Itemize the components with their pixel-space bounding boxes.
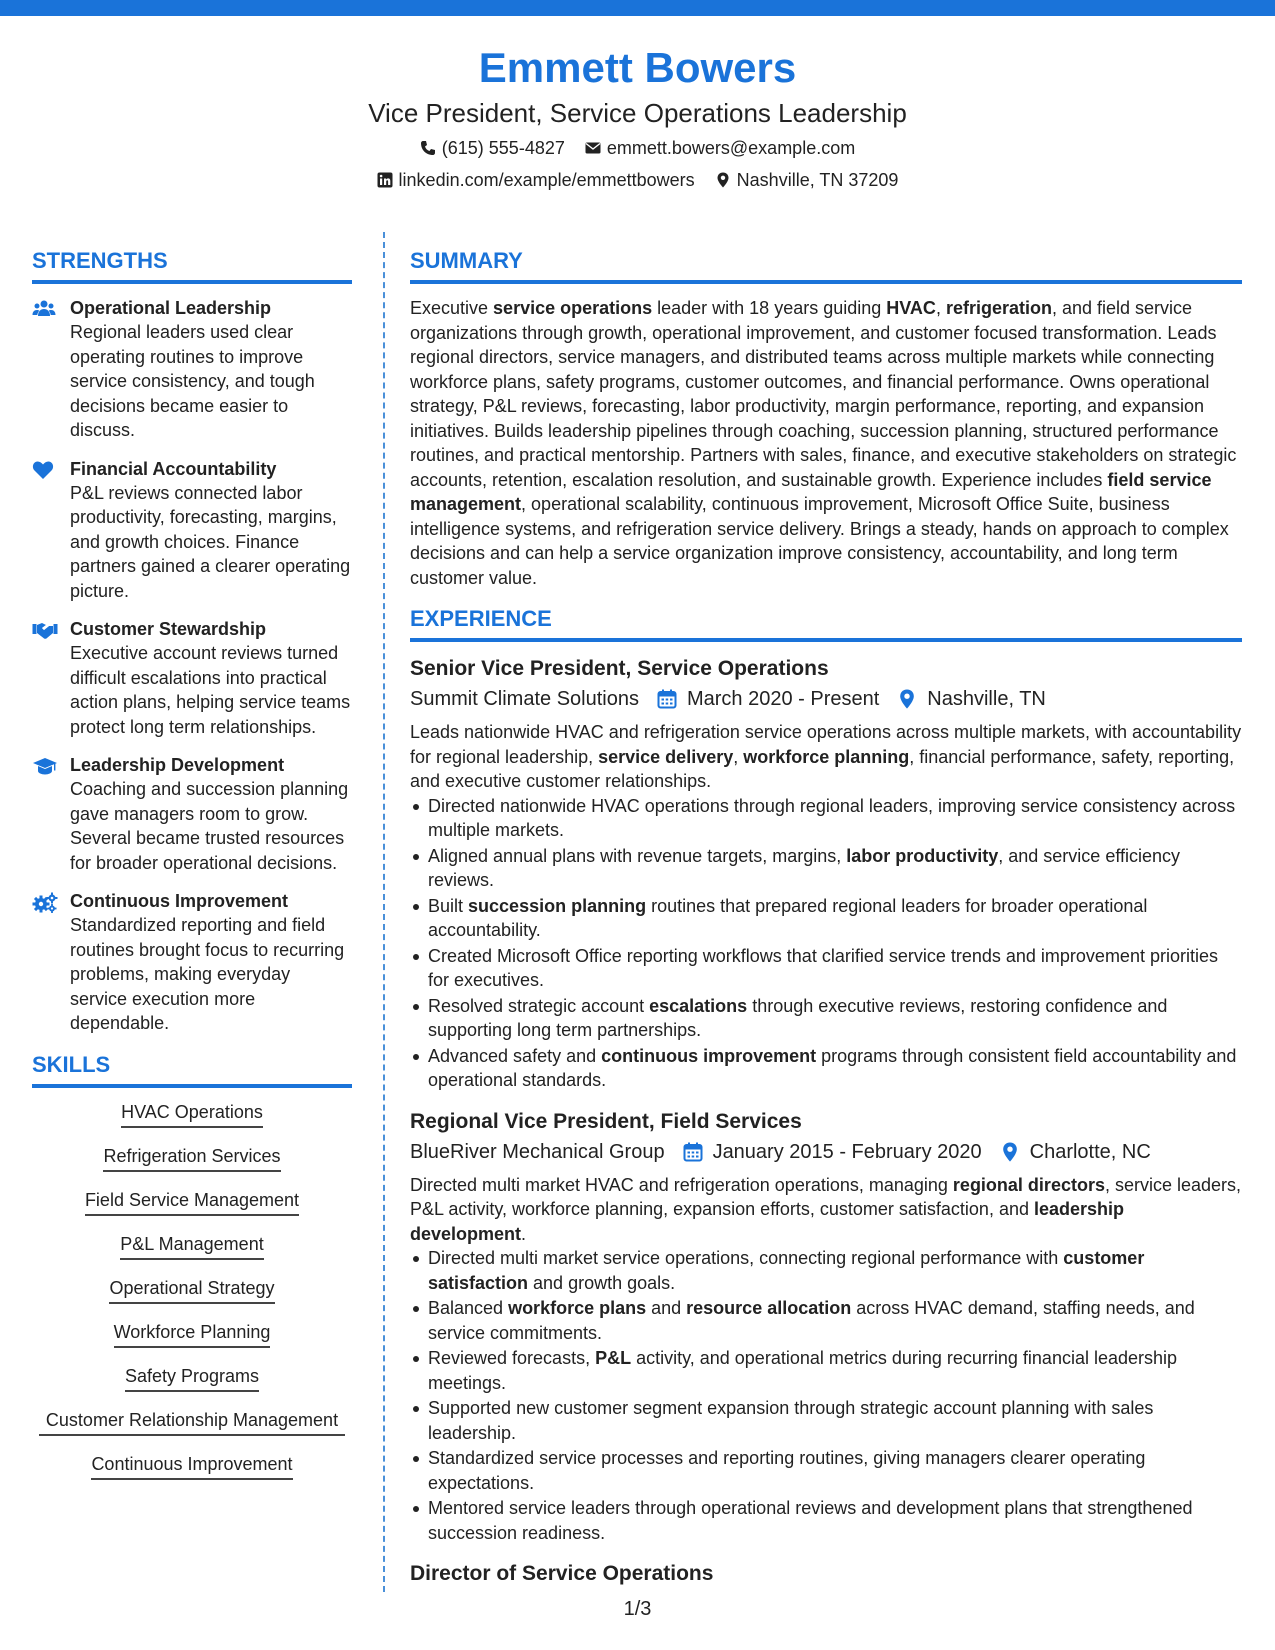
graduation-cap-icon (32, 753, 70, 875)
contact-row-1 (0, 134, 1275, 162)
summary-text: , operational scalability, continuous improvement, Microsoft Office Suite, business intelligence systems, and refrigeration service delivery. Brings a steady, hands on approach to complex decisions and can help a service organization improve consistency, accountability, and long term customer value. (410, 494, 1229, 588)
job-description-text: , financial performance, safety, reporting, and executive customer relationships. (410, 746, 1235, 791)
bullet-text: Created Microsoft Office reporting workflows that clarified service trends and improvement priorities for executives. (428, 945, 1218, 990)
job-dates: March 2020 - Present (686, 688, 880, 710)
strength-item (32, 889, 352, 1036)
skill-tag: P&L Management (120, 1232, 263, 1260)
email-text[interactable]: emmett.bowers@example.com (606, 138, 856, 158)
candidate-name: Emmett Bowers (478, 44, 797, 91)
bullet-text: , and service efficiency reviews. (428, 845, 1181, 890)
job-description-text: , (733, 746, 744, 767)
users-icon (32, 296, 70, 443)
job-bullet (410, 1446, 1242, 1495)
top-accent-bar (0, 0, 1275, 16)
envelope-icon (585, 140, 601, 156)
job-bullet (410, 1246, 1242, 1295)
map-pin-icon (897, 689, 917, 709)
bullet-text: Directed multi market service operations, connecting regional performance with (428, 1248, 1064, 1268)
job-bullet (410, 1346, 1242, 1395)
job-company: BlueRiver Mechanical Group (410, 1140, 665, 1163)
heart-icon (32, 457, 70, 604)
job-bullet (410, 944, 1242, 993)
bullet-keyword: escalations (649, 995, 748, 1016)
job-description-text: Directed multi market HVAC and refrigeration operations, managing (410, 1174, 953, 1195)
summary-keyword: field service management (410, 469, 1212, 514)
job-bullet (410, 1044, 1242, 1093)
linkedin-contact[interactable] (377, 166, 695, 194)
skill-tag: Workforce Planning (114, 1320, 271, 1348)
strength-body (70, 617, 352, 739)
strength-item (32, 617, 352, 739)
experience-heading: EXPERIENCE (410, 604, 1242, 642)
job-company: Summit Climate Solutions (410, 688, 639, 710)
strength-description: Coaching and succession planning gave managers room to grow. Several became trusted resources for broader operational decisions. (70, 779, 349, 873)
job-bullets (410, 1246, 1242, 1545)
skill-tag: Customer Relationship Management (39, 1408, 345, 1436)
job-title: Senior Vice President, Service Operations (410, 657, 829, 680)
map-pin-icon (715, 172, 731, 188)
phone-text: (615) 555-4827 (441, 138, 565, 158)
job-meta (410, 1137, 1242, 1167)
job-bullet (410, 994, 1242, 1043)
skill-tag: Continuous Improvement (91, 1452, 292, 1480)
contact-row-2 (0, 166, 1275, 194)
calendar-icon (657, 689, 677, 709)
skill-tag: HVAC Operations (121, 1100, 263, 1128)
job-bullet (410, 1496, 1242, 1545)
bullet-text: and growth goals. (528, 1272, 676, 1293)
email-contact[interactable] (585, 134, 855, 162)
strength-body (70, 457, 352, 604)
summary-text (410, 296, 1242, 590)
bullet-text: Aligned annual plans with revenue targets, margins, (428, 845, 847, 866)
bullet-keyword: continuous improvement (601, 1045, 817, 1066)
phone-contact (420, 134, 565, 162)
job-description-keyword: workforce planning (743, 746, 910, 767)
left-column (32, 246, 352, 1496)
bullet-keyword: workforce plans (508, 1298, 647, 1318)
summary-keyword: refrigeration (945, 298, 1052, 318)
job-description-keyword: service delivery (598, 746, 734, 767)
phone-icon (420, 140, 436, 156)
strength-item (32, 753, 352, 875)
bullet-keyword: labor productivity (846, 845, 999, 866)
summary-keyword: service operations (493, 298, 653, 318)
job-dates: January 2015 - February 2020 (712, 1140, 982, 1163)
strength-title: Operational Leadership (70, 298, 272, 318)
bullet-text: Standardized service processes and reporting routines, giving managers clearer operating expectations. (428, 1448, 1146, 1493)
summary-heading: SUMMARY (410, 246, 1242, 284)
page-number: 1/3 (623, 1598, 652, 1620)
job-title: Regional Vice President, Field Services (410, 1109, 802, 1133)
gears-icon (32, 889, 70, 1036)
strength-item (32, 457, 352, 604)
bullet-text: Supported new customer segment expansion through strategic account planning with sales leadership. (428, 1398, 1154, 1443)
bullet-text: activity, and operational metrics during recurring financial leadership meetings. (428, 1348, 1178, 1393)
summary-text: , (935, 298, 946, 318)
summary-text: leader with 18 years guiding (652, 298, 887, 318)
bullet-keyword: customer satisfaction (428, 1248, 1145, 1293)
bullet-text: Reviewed forecasts, (428, 1348, 596, 1368)
summary-text: , and field service organizations through growth, operational improvement, and customer focused transformation. Leads regional directors, service managers, and distributed teams across multiple markets while connecting workforce plans, safety programs, customer outcomes, and financial performance. Owns operational strategy, P&L reviews, forecasting, labor productivity, margin performance, reporting, and expansion initiatives. Builds leadership pipelines through coaching, succession planning, structured performance routines, and practical mentorship. Partners with sales, finance, and executive stakeholders on strategic accounts, retention, escalation resolution, and sustainable growth. Experience includes (410, 298, 1237, 490)
job-description-text: . (521, 1223, 527, 1244)
experience-list (410, 654, 1242, 1589)
bullet-keyword: succession planning (468, 895, 647, 916)
job-bullet (410, 844, 1242, 893)
strength-description: Standardized reporting and field routines brought focus to recurring problems, making everyday service execution more dependable. (70, 915, 345, 1033)
right-column (410, 246, 1242, 1589)
job-description-text: , service leaders, P&L activity, workforce planning, expansion efforts, customer satisfaction, and (410, 1174, 1242, 1219)
strength-title: Customer Stewardship (70, 619, 267, 639)
strength-description: Executive account reviews turned difficult escalations into practical action plans, helping service teams protect long term relationships. (70, 643, 351, 737)
bullet-text: Balanced (428, 1298, 509, 1318)
bullet-text: Built (428, 895, 469, 916)
bullet-text: programs through consistent field accountability and operational standards. (428, 1045, 1237, 1090)
job-bullet (410, 894, 1242, 943)
job-entry (410, 1107, 1242, 1546)
bullet-text: Resolved strategic account (428, 995, 650, 1016)
strength-description: Regional leaders used clear operating routines to improve service consistency, and tough decisions became easier to discuss. (70, 322, 315, 440)
summary-keyword: HVAC (886, 298, 936, 318)
strength-body (70, 296, 352, 443)
linkedin-text[interactable]: linkedin.com/example/emmettbowers (398, 170, 695, 190)
skills-list (32, 1100, 352, 1480)
job-location: Nashville, TN (927, 688, 1046, 710)
strength-body (70, 889, 352, 1036)
strengths-list (32, 296, 352, 1036)
candidate-role: Vice President, Service Operations Leadership (368, 98, 907, 128)
summary-text: Executive (410, 298, 494, 318)
column-divider (383, 232, 385, 1592)
handshake-icon (32, 617, 70, 739)
bullet-text: Mentored service leaders through operational reviews and development plans that strengthened succession readiness. (428, 1498, 1193, 1543)
job-bullet (410, 794, 1242, 843)
bullet-text: through executive reviews, restoring confidence and supporting long term partnerships. (428, 995, 1168, 1040)
job-entry (410, 654, 1242, 1093)
job-description-keyword: regional directors (952, 1174, 1105, 1195)
job-location: Charlotte, NC (1029, 1140, 1151, 1163)
skill-tag: Field Service Management (85, 1188, 299, 1216)
strength-item (32, 296, 352, 443)
job-description-text: Leads nationwide HVAC and refrigeration service operations across multiple markets, with accountability for regional leadership, (410, 722, 1242, 767)
strength-body (70, 753, 352, 875)
job-bullets (410, 794, 1242, 1093)
location-contact (715, 166, 899, 194)
bullet-text: and (646, 1298, 687, 1318)
job-title: Director of Service Operations (410, 1562, 714, 1585)
strength-title: Continuous Improvement (70, 891, 289, 911)
skill-tag: Refrigeration Services (103, 1144, 280, 1172)
bullet-text: Directed nationwide HVAC operations through regional leaders, improving service consistency across multiple markets. (428, 795, 1236, 840)
strengths-heading: STRENGTHS (32, 246, 352, 284)
resume-header (0, 40, 1275, 194)
bullet-text: Advanced safety and (428, 1045, 602, 1066)
job-bullet (410, 1296, 1242, 1345)
bullet-text: routines that prepared regional leaders for broader operational accountability. (428, 895, 1148, 940)
skills-heading: SKILLS (32, 1050, 352, 1088)
map-pin-icon (1000, 1142, 1020, 1162)
job-entry (410, 1559, 1242, 1589)
strength-title: Leadership Development (70, 755, 285, 775)
strength-title: Financial Accountability (70, 458, 277, 479)
skill-tag: Safety Programs (125, 1364, 259, 1392)
job-description-keyword: leadership development (410, 1199, 1125, 1244)
job-description (410, 1173, 1242, 1247)
job-description (410, 720, 1242, 794)
strength-description: P&L reviews connected labor productivity, forecasting, margins, and growth choices. Finance partners gained a clearer operating picture. (70, 482, 351, 601)
job-meta (410, 684, 1242, 714)
bullet-keyword: P&L (595, 1348, 632, 1368)
job-bullet (410, 1396, 1242, 1445)
calendar-icon (683, 1142, 703, 1162)
location-text: Nashville, TN 37209 (736, 170, 899, 190)
linkedin-icon (377, 172, 393, 188)
bullet-text: across HVAC demand, staffing needs, and service commitments. (428, 1298, 1195, 1343)
bullet-keyword: resource allocation (686, 1298, 852, 1318)
skill-tag: Operational Strategy (109, 1276, 274, 1304)
